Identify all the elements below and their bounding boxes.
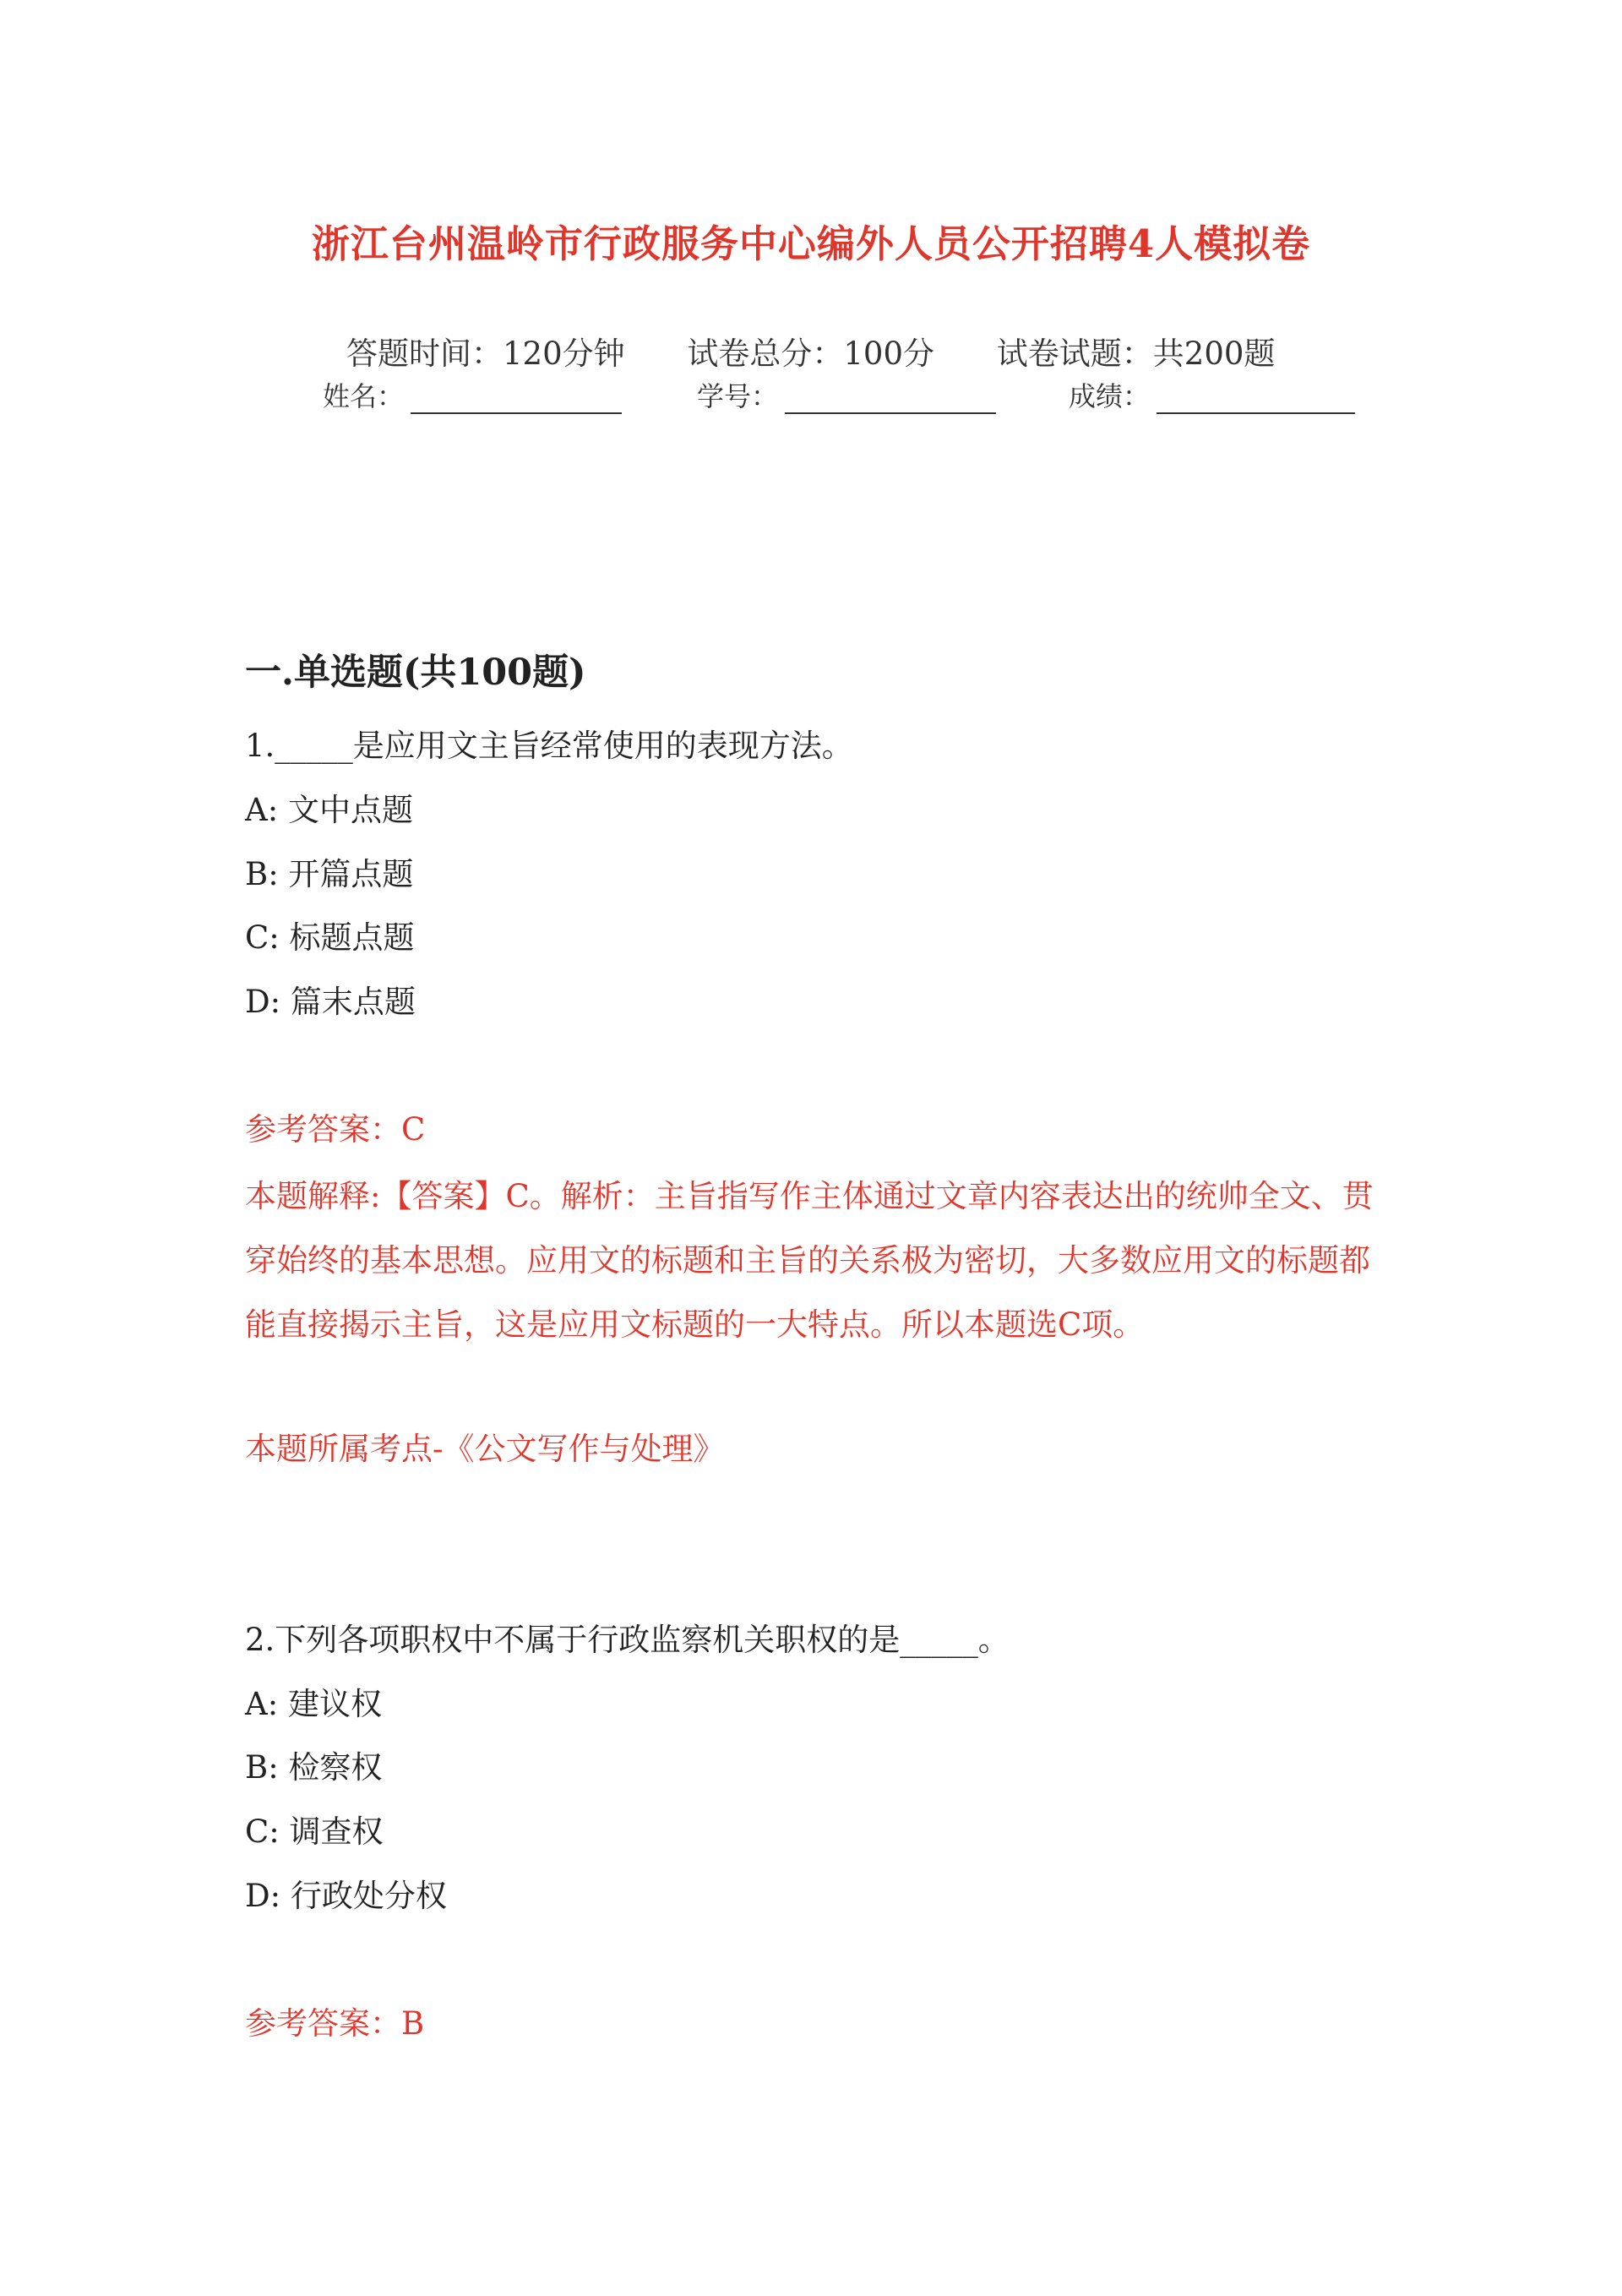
question-2-stem: 2.下列各项职权中不属于行政监察机关职权的是_____。: [245, 1622, 1010, 1658]
exam-question-count: 试卷试题：共200题: [996, 335, 1276, 372]
exam-meta: [346, 328, 1275, 374]
question-1-option-d: D: 篇末点题: [245, 984, 416, 1020]
question-1-stem: 1._____是应用文主旨经常使用的表现方法。: [245, 728, 853, 764]
question-1-answer: 参考答案：C: [245, 1111, 426, 1148]
score-label: 成绩：: [1069, 380, 1151, 412]
score-blank[interactable]: [1157, 387, 1355, 414]
question-1-option-c: C: 标题点题: [245, 919, 415, 956]
question-2-option-c: C: 调查权: [245, 1813, 384, 1850]
id-field: [697, 375, 996, 414]
question-2-answer: 参考答案：B: [245, 2005, 425, 2042]
question-1-option-a: A: 文中点题: [245, 792, 413, 828]
section-title: 一.单选题(共100题): [245, 652, 586, 694]
exam-time: 答题时间：120分钟: [346, 335, 625, 372]
score-field: [1069, 375, 1355, 414]
question-1-topic: 本题所属考点-《公文写作与处理》: [245, 1431, 725, 1467]
id-blank[interactable]: [785, 387, 996, 414]
question-2-option-d: D: 行政处分权: [245, 1878, 447, 1914]
name-field: [323, 375, 622, 414]
question-1-explanation: 本题解释:【答案】C。解析：主旨指写作主体通过文章内容表达出的统帅全文、贯穿始终的基本思想。应用文的标题和主旨的关系极为密切，大多数应用文的标题都能直接揭示主旨，这是应用文标题的一大特点。所以本题选C项。: [245, 1178, 1374, 1343]
exam-total-score: 试卷总分：100分: [687, 335, 935, 372]
question-1-option-b: B: 开篇点题: [245, 856, 414, 892]
name-label: 姓名：: [323, 380, 405, 412]
document-title: 浙江台州温岭市行政服务中心编外人员公开招聘4人模拟卷: [311, 221, 1311, 266]
name-blank[interactable]: [411, 387, 622, 414]
question-2-option-b: B: 检察权: [245, 1749, 383, 1786]
question-2-option-a: A: 建议权: [245, 1686, 382, 1722]
id-label: 学号：: [697, 380, 779, 412]
